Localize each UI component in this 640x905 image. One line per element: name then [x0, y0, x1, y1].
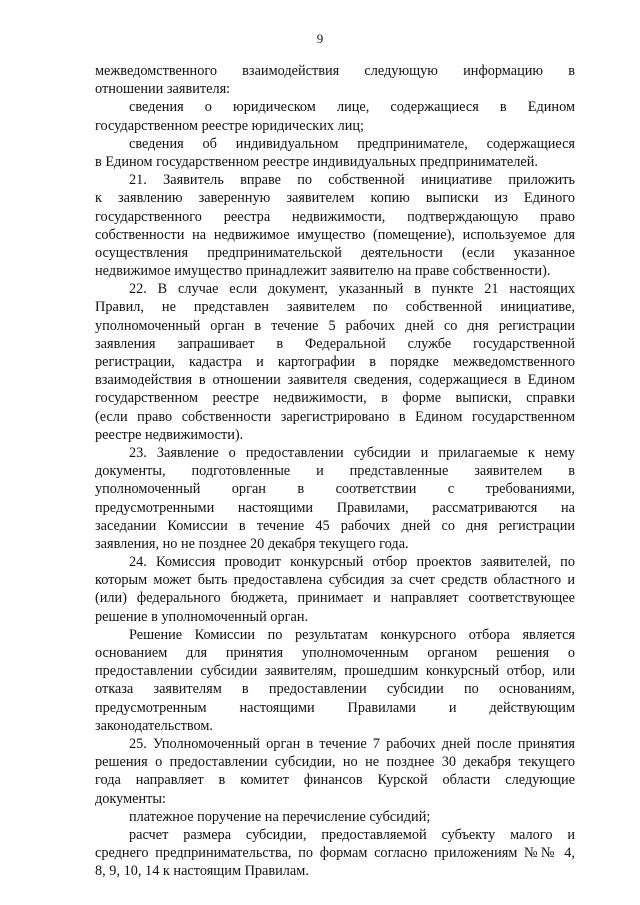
text-line: решения о предоставлении субсидии, но не позднее 30 декабря текущего: [95, 754, 575, 771]
text-line: документы:: [95, 790, 166, 807]
text-line: 23. Заявление о предоставлении субсидии и прилагаемые к нему: [129, 444, 575, 461]
text-line: к заявлению заверенную заявителем копию выписки из Единого: [95, 190, 575, 207]
text-line: основанием для принятия уполномоченным органом решения о: [95, 645, 575, 661]
text-line: которым может быть предоставлена субсидия за счет средств областного и: [95, 572, 575, 589]
text-line: предоставлении субсидии заявителям, прошедшим конкурсный отбор, или: [95, 663, 575, 680]
document-body: [95, 62, 575, 880]
text-line: Правил, не представлен заявителем по собственной инициативе,: [95, 299, 575, 316]
text-line: 21. Заявитель вправе по собственной инициативе приложить: [129, 172, 575, 189]
text-line: заявления запрашивает в Федеральной службе государственной: [95, 335, 575, 352]
text-line: государственном реестре юридических лиц;: [95, 117, 364, 134]
text-line: сведения об индивидуальном предпринимателе, содержащиеся: [129, 135, 575, 152]
text-line: уполномоченный орган в соответствии с требованиями,: [95, 481, 575, 498]
text-line: реестре недвижимости).: [95, 426, 244, 443]
text-line: осуществления предпринимательской деятельности (если указанное: [95, 244, 575, 261]
text-line: предусмотренным настоящими Правилами и действующим: [95, 699, 575, 716]
text-line: документы, подготовленные и представленные заявителем в: [95, 463, 575, 480]
text-line: 25. Уполномоченный орган в течение 7 рабочих дней после принятия: [129, 735, 575, 752]
text-line: взаимодействия в отношении заявителя сведения, содержащиеся в Едином: [95, 372, 575, 389]
text-line: года направляет в комитет финансов Курской области следующие: [95, 772, 575, 789]
text-line: платежное поручение на перечисление субсидий;: [129, 808, 431, 825]
text-line: отказа заявителям в предоставлении субсидии по основаниям,: [95, 681, 575, 698]
text-line: государственном реестре недвижимости, в форме выписки, справки: [95, 390, 575, 407]
text-line: 22. В случае если документ, указанный в пункте 21 настоящих: [129, 281, 575, 298]
text-line: сведения о юридическом лице, содержащиеся в Едином: [129, 99, 575, 116]
text-line: отношении заявителя:: [95, 81, 231, 98]
text-line: (если право собственности зарегистрировано в Едином государственном: [95, 408, 575, 425]
page-number: 9: [316, 31, 324, 46]
text-line: законодательством.: [95, 717, 213, 734]
text-line: 8, 9, 10, 14 к настоящим Правилам.: [95, 863, 309, 880]
text-line: Решение Комиссии по результатам конкурсного отбора является: [129, 626, 575, 643]
text-line: 24. Комиссия проводит конкурсный отбор проектов заявителей, по: [129, 554, 575, 571]
text-line: регистрации, кадастра и картографии в порядке межведомственного: [95, 354, 575, 370]
text-line: государственного реестра недвижимости, подтверждающую право: [95, 208, 575, 225]
text-line: недвижимое имущество принадлежит заявителю на праве собственности).: [95, 263, 551, 280]
text-line: (или) федерального бюджета, принимает и направляет соответствующее: [95, 590, 575, 607]
text-line: уполномоченный орган в течение 5 рабочих дней со дня регистрации: [95, 317, 575, 334]
text-line: заявления, но не позднее 20 декабря текущего года.: [95, 535, 409, 552]
text-line: собственности на недвижимое имущество (помещение), используемое для: [95, 226, 575, 243]
text-line: предусмотренными настоящими Правилами, рассматриваются на: [95, 499, 575, 516]
text-line: межведомственного взаимодействия следующую информацию в: [95, 63, 575, 79]
text-line: заседании Комиссии в течение 45 рабочих дней со дня регистрации: [95, 517, 575, 534]
text-line: среднего предпринимательства, по формам согласно приложениям №№ 4,: [95, 845, 575, 862]
text-line: расчет размера субсидии, предоставляемой субъекту малого и: [129, 826, 575, 843]
text-line: решение в уполномоченный орган.: [95, 608, 309, 625]
text-line: в Едином государственном реестре индивидуальных предпринимателей.: [95, 153, 538, 170]
